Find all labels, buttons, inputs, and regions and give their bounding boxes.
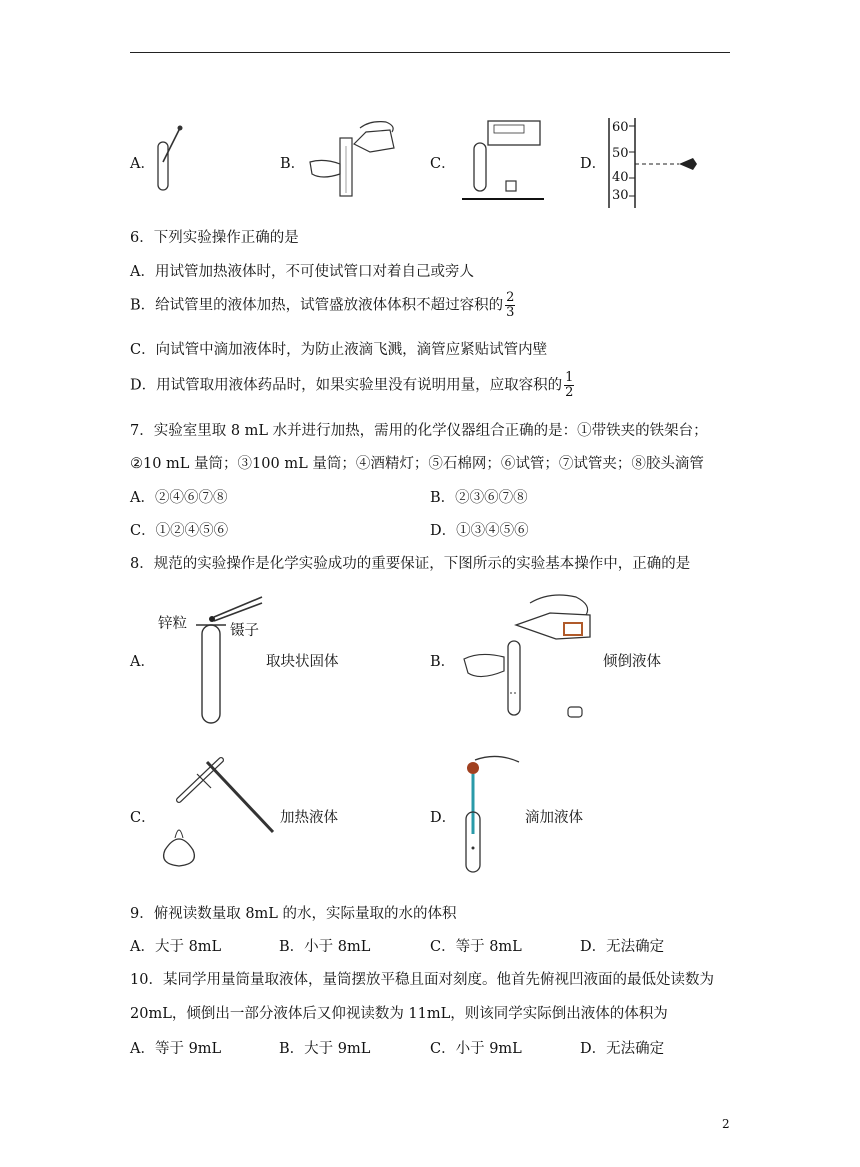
q8-option-b-caption: 倾倒液体 <box>603 654 661 670</box>
fraction-two-thirds: $\frac{2}{3}$ <box>506 290 515 320</box>
q7-option-a: A．②④⑥⑦⑧ <box>130 490 228 506</box>
scale-mark-30: 30 <box>612 188 629 203</box>
label-zinc: 锌粒 <box>158 616 187 632</box>
q6-stem: 6．下列实验操作正确的是 <box>130 230 299 246</box>
q8-option-c-caption: 加热液体 <box>280 810 338 826</box>
q8-option-c-label: C． <box>130 810 156 826</box>
q9-option-d: D．无法确定 <box>580 939 665 955</box>
q7-option-b: B．②③⑥⑦⑧ <box>430 490 528 506</box>
q8-figure-b-pouring <box>460 585 600 725</box>
q6-option-d-text: D．用试管取用液体药品时，如果实验里没有说明用量，应取容积的 <box>130 377 563 394</box>
q8-figure-d-dropper <box>455 752 525 877</box>
q5-figure-c <box>460 115 550 203</box>
q9-option-a: A．大于 8mL <box>130 939 222 955</box>
q9-stem: 9．俯视读数量取 8mL 的水，实际量取的水的体积 <box>130 906 457 922</box>
scale-mark-40: 40 <box>612 170 629 185</box>
fraction-one-half: $\frac{1}{2}$ <box>565 370 574 400</box>
q10-option-c: C．小于 9mL <box>430 1041 522 1057</box>
q5-option-a-label: A． <box>130 156 155 172</box>
q6-option-c: C．向试管中滴加液体时，为防止液滴飞溅，滴管应紧贴试管内壁 <box>130 342 548 358</box>
q5-figure-a <box>150 122 190 194</box>
header-rule <box>130 52 730 53</box>
q5-figure-b <box>300 118 400 200</box>
q6-option-b <box>130 291 515 320</box>
scale-mark-50: 50 <box>612 146 629 161</box>
q6-option-b-text: B．给试管里的液体加热，试管盛放液体体积不超过容积的 <box>130 297 504 314</box>
q6-option-d <box>130 371 574 400</box>
q8-option-b-label: B． <box>430 654 456 670</box>
q5-option-b-label: B． <box>280 156 306 172</box>
q8-option-d-caption: 滴加液体 <box>525 810 583 826</box>
q10-option-a: A．等于 9mL <box>130 1041 222 1057</box>
q5-option-d-label: D． <box>580 156 607 172</box>
page-number: 2 <box>722 1117 730 1131</box>
q10-option-d: D．无法确定 <box>580 1041 665 1057</box>
label-tweezers: 镊子 <box>230 623 259 639</box>
q7-option-d: D．①③④⑤⑥ <box>430 523 529 539</box>
q8-option-a-label: A． <box>130 654 155 670</box>
scale-mark-60: 60 <box>612 120 629 135</box>
q8-stem: 8．规范的实验操作是化学实验成功的重要保证，下图所示的实验基本操作中，正确的是 <box>130 556 691 572</box>
q7-option-c: C．①②④⑤⑥ <box>130 523 229 539</box>
q8-option-a-caption: 取块状固体 <box>266 654 339 670</box>
q9-option-c: C．等于 8mL <box>430 939 522 955</box>
q7-stem-line1: 7．实验室里取 8 mL 水并进行加热，需用的化学仪器组合正确的是：①带铁夹的铁架台； <box>130 423 708 439</box>
q8-option-d-label: D． <box>430 810 457 826</box>
q10-stem-line2: 20mL，倾倒出一部分液体后又仰视读数为 11mL，则该同学实际倒出液体的体积为 <box>130 1006 668 1022</box>
q8-figure-c-heating <box>155 752 280 872</box>
q6-option-a: A．用试管加热液体时，不可使试管口对着自己或旁人 <box>130 264 474 280</box>
q7-stem-line2: ②10 mL 量筒；③100 mL 量筒；④酒精灯；⑤石棉网；⑥试管；⑦试管夹；⑧胶头滴管 <box>130 456 704 472</box>
q5-option-c-label: C． <box>430 156 456 172</box>
q10-option-b: B．大于 9mL <box>279 1041 371 1057</box>
q10-stem-line1: 10．某同学用量筒量取液体，量筒摆放平稳且面对刻度。他首先俯视凹液面的最低处读数为 <box>130 972 714 988</box>
q9-option-b: B．小于 8mL <box>279 939 371 955</box>
